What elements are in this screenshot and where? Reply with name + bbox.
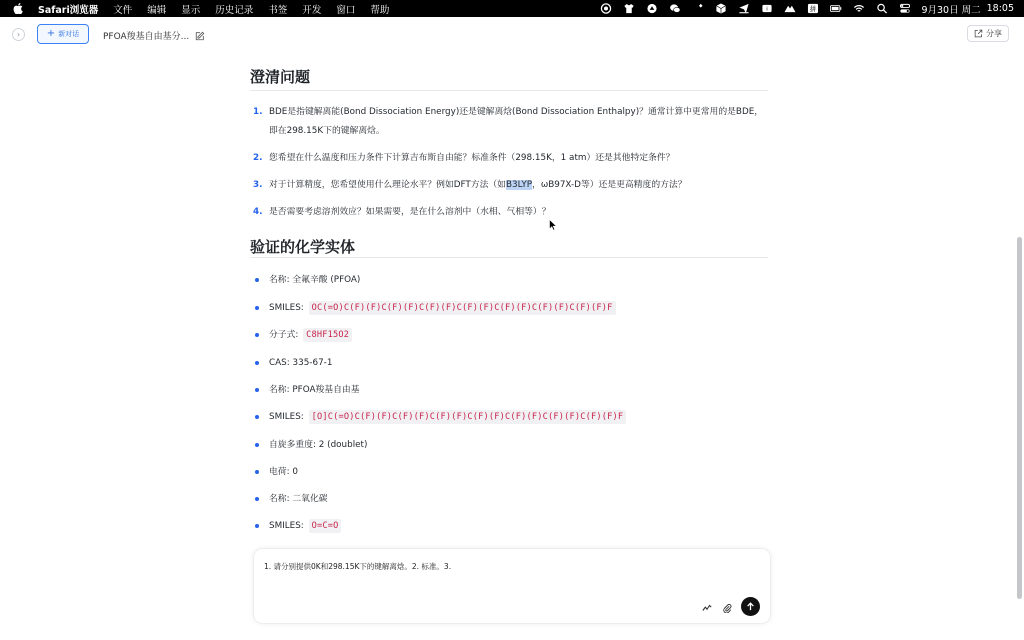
text-before: 对于计算精度，您希望使用什么理论水平？例如DFT方法（如 [269, 180, 506, 190]
chat-header [0, 17, 1024, 51]
list-item-text: 是否需要考虑溶剂效应？如果需要，是在什么溶剂中（水相、气相等）？ [269, 207, 551, 217]
clarify-heading: 澄清问题 [250, 68, 311, 86]
list-item-text: 名称: PFOA羧基自由基 [269, 385, 360, 395]
control-center-icon[interactable] [898, 3, 912, 15]
tool-icon[interactable] [691, 3, 705, 15]
svg-text:i: i [766, 6, 769, 13]
list-item [250, 203, 768, 222]
spotlight-search-icon[interactable] [875, 3, 889, 15]
divider [250, 90, 768, 91]
bullet [255, 443, 259, 447]
input-method-icon[interactable] [806, 3, 820, 15]
shirt-icon[interactable] [622, 3, 636, 15]
bullet [255, 388, 259, 392]
list-item-text: 名称: 全氟辛酸 (PFOA) [269, 275, 361, 285]
share-label: 分享 [986, 29, 1002, 38]
trend-icon[interactable] [701, 602, 712, 613]
list-item [250, 328, 352, 342]
list-item [250, 103, 768, 141]
list-item-text: BDE是指键解离能(Bond Dissociation Energy)还是键解离焓(Bond Dissociation Enthalpy)？通常计算中更常用的是BDE，即在298.15K下的键解离焓。 [269, 107, 764, 136]
list-item [250, 519, 341, 533]
menu-app-name[interactable]: Safari浏览器 [38, 4, 99, 16]
list-number: 4. [253, 207, 263, 217]
inline-code: O=C=O [309, 519, 342, 533]
menu-edit[interactable]: 编辑 [147, 4, 167, 16]
list-item-text: 名称: 二氧化碳 [269, 494, 328, 504]
list-item [250, 438, 367, 452]
text-after: ，ωB97X-D等）还是更高精度的方法？ [532, 180, 687, 190]
wifi-icon[interactable] [852, 3, 866, 15]
apple-menu-icon[interactable] [12, 3, 24, 14]
mountain-icon[interactable] [783, 3, 797, 15]
list-item [250, 176, 768, 195]
bullet [255, 524, 259, 528]
menu-view[interactable]: 显示 [181, 4, 201, 16]
list-item [250, 383, 360, 397]
list-number: 3. [253, 180, 263, 190]
menu-file[interactable]: 文件 [113, 4, 133, 16]
share-button[interactable] [967, 25, 1009, 42]
inline-code: OC(=O)C(F)(F)C(F)(F)C(F)(F)C(F)(F)C(F)(F)C(F)(F)C(F)(F)F [309, 301, 616, 315]
list-item [250, 273, 360, 287]
bullet [255, 470, 259, 474]
list-item-text: SMILES: [269, 521, 304, 531]
inline-code: C8HF15O2 [303, 328, 352, 342]
new-chat-button[interactable] [37, 24, 89, 44]
list-item-text: 您希望在什么温度和压力条件下计算吉布斯自由能？标准条件（298.15K，1 atm）还是其他特定条件？ [269, 153, 675, 163]
mouse-cursor-icon [549, 219, 557, 231]
inline-code: [O]C(=O)C(F)(F)C(F)(F)C(F)(F)C(F)(F)C(F)(F)C(F)(F)C(F)(F)F [309, 410, 627, 424]
menu-window[interactable]: 窗口 [336, 4, 356, 16]
menu-history[interactable]: 历史记录 [215, 4, 254, 16]
plus-icon: + [46, 28, 56, 39]
list-item-text: CAS: 335-67-1 [269, 358, 333, 368]
menu-time[interactable]: 18:05 [986, 3, 1014, 14]
menu-bookmarks[interactable]: 书签 [268, 4, 288, 16]
list-item [250, 465, 298, 479]
svg-text:拼: 拼 [810, 5, 817, 14]
message-input[interactable]: 1. 请分别提供0K和298.15K下的键解离焓。2. 标准。3. [264, 562, 452, 571]
sidebar-toggle-button[interactable] [12, 28, 25, 41]
list-item [250, 356, 332, 370]
menu-help[interactable]: 帮助 [370, 4, 390, 16]
share-icon [974, 29, 983, 38]
chevron-right-icon: › [16, 30, 21, 39]
list-item [250, 492, 328, 506]
attach-icon[interactable] [721, 602, 732, 613]
badge-icon[interactable] [760, 3, 774, 15]
verify-heading: 验证的化学实体 [250, 238, 356, 256]
list-item [250, 149, 768, 168]
bullet [255, 361, 259, 365]
new-chat-label: 新对话 [58, 30, 80, 38]
list-item-text: 分子式: [269, 330, 299, 340]
message-composer[interactable] [254, 549, 770, 623]
bullet [255, 306, 259, 310]
battery-icon[interactable] [829, 3, 843, 15]
record-icon[interactable] [599, 3, 613, 15]
list-item-text [269, 176, 768, 195]
selected-text: B3LYP [505, 180, 533, 190]
send-button[interactable] [741, 597, 760, 616]
chat-title-text: PFOA羧基自由基分... [103, 32, 190, 42]
wechat-icon[interactable] [668, 3, 682, 15]
bullet [255, 278, 259, 282]
edit-title-icon[interactable] [195, 31, 205, 41]
list-number: 1. [253, 107, 263, 117]
list-item-text: SMILES: [269, 303, 304, 313]
list-item [250, 301, 616, 315]
box-icon[interactable] [714, 3, 728, 15]
list-item [250, 410, 626, 424]
list-number: 2. [253, 153, 263, 163]
bullet [255, 497, 259, 501]
chat-title [103, 29, 205, 42]
bullet [255, 415, 259, 419]
list-item-text: SMILES: [269, 412, 304, 422]
macos-menu-bar [0, 0, 1024, 17]
arrow-up-icon [746, 602, 755, 611]
list-item-text: 电荷: 0 [269, 467, 298, 477]
bullet [255, 333, 259, 337]
list-item-text: 自旋多重度: 2 (doublet) [269, 440, 368, 450]
menu-develop[interactable]: 开发 [302, 4, 322, 16]
menu-date[interactable]: 9月30日 周二 [921, 4, 981, 16]
divider [250, 257, 768, 258]
scrollbar[interactable] [1017, 237, 1022, 599]
send-tray-icon[interactable] [737, 3, 751, 15]
lens-icon[interactable] [645, 3, 659, 15]
